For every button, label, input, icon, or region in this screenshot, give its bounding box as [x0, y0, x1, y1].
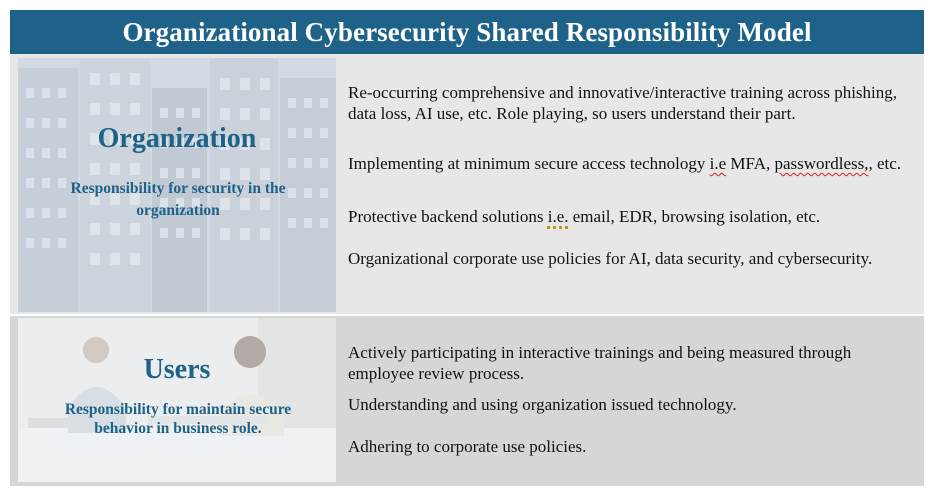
users-section: [10, 316, 924, 486]
spellcheck-flag-passwordless: passwordless,: [774, 154, 869, 173]
users-item-technology: Understanding and using organization issued technology.: [348, 395, 737, 414]
org-item-secure-access-text-c: , etc.: [868, 154, 902, 173]
organization-panel: [18, 58, 336, 312]
users-heading: Users: [143, 354, 211, 385]
organization-subtitle: Responsibility for security in the organization: [70, 180, 286, 219]
users-panel: [18, 318, 336, 482]
org-item-secure-access-text-b: MFA,: [726, 154, 775, 173]
org-item-secure-access-text-a: Implementing at minimum secure access technology: [348, 154, 710, 173]
grammar-flag-ie: i.e.: [547, 207, 569, 226]
org-item-use-policies: Organizational corporate use policies for AI, data security, and cybersecurity.: [348, 249, 873, 268]
organization-section: [10, 54, 924, 314]
org-item-secure-access: [348, 153, 908, 174]
diagram-title: [10, 10, 924, 54]
org-item-training: Re-occurring comprehensive and innovative/interactive training across phishing, data loss, AI use, etc. Role playing, so users understand their part.: [348, 83, 898, 123]
users-item-policies: Adhering to corporate use policies.: [348, 437, 587, 456]
spellcheck-flag-ie: i.e: [709, 154, 727, 173]
users-subtitle: Responsibility for maintain secure behavior in business role.: [64, 401, 292, 437]
org-item-backend-text-a: Protective backend solutions: [348, 207, 548, 226]
org-item-backend-text-b: email, EDR, browsing isolation, etc.: [568, 207, 821, 226]
organization-label-group: [18, 58, 336, 312]
users-item-trainings: Actively participating in interactive trainings and being measured through employee review process.: [348, 343, 852, 383]
org-item-backend-solutions: [348, 206, 908, 227]
users-label-group: [18, 318, 336, 482]
title-text: Organizational Cybersecurity Shared Responsibility Model: [122, 16, 812, 47]
organization-heading: Organization: [97, 123, 257, 154]
